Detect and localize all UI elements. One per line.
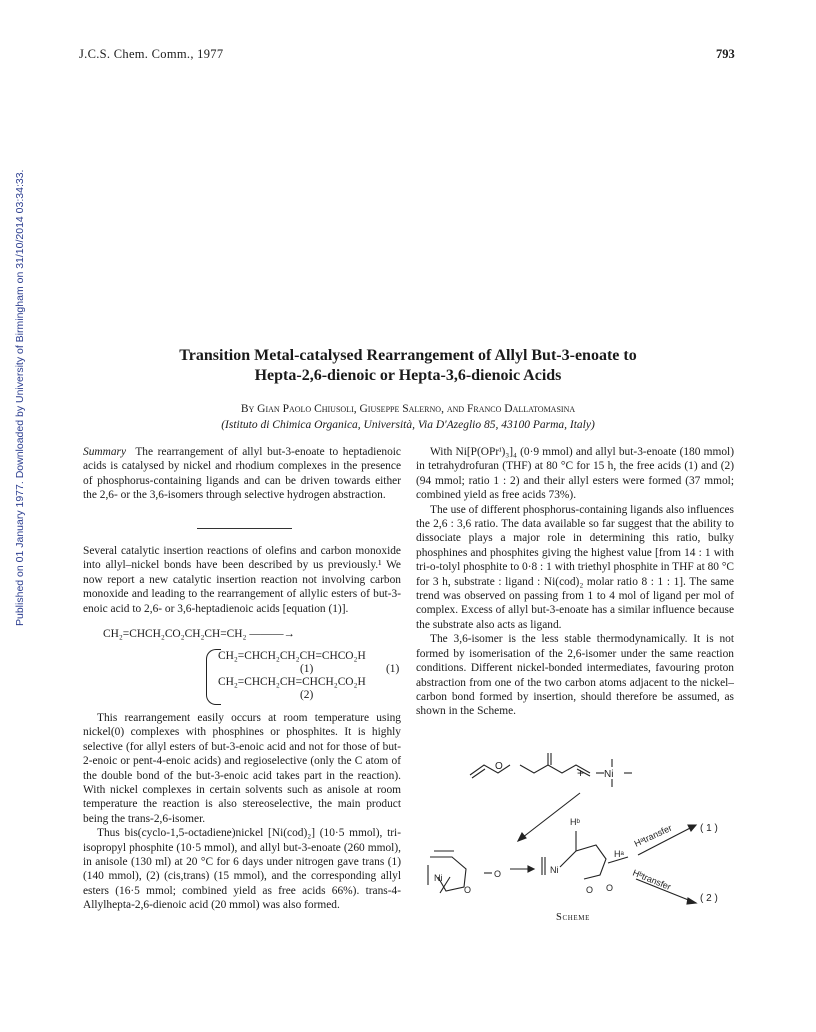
body-paragraph: With Ni[P(OPrⁱ)₃]₄ (0·9 mmol) and allyl but-3-enoate (180 mmol) in tetrahydrofuran (THF) at 80 °C for 15 h, the free acids (1) and (2) (94 mmol; ratio 1 : 2) and their allyl esters were formed (37 mmol; combined yield as free acids 73%). — [416, 446, 734, 502]
body-paragraph: The 3,6-isomer is the less stable thermodynamically. It is not formed by isomerisation of the 2,6-isomer under the same reaction conditions. Different nickel-bonded intermediates, favouring proton abstraction from one of the two carbon atoms adjacent to the nickel–carbon bond formed by insertion, should therefore be assumed, as shown in the Scheme. — [416, 633, 734, 718]
ring-oxygen-left: O — [464, 885, 472, 895]
nickel-left: Ni — [434, 873, 443, 883]
equation-number: (1) — [386, 663, 400, 675]
article-title — [100, 346, 716, 386]
ring-oxygen-right: O — [586, 885, 594, 895]
hb-transfer-label: Hᵇtransfer — [631, 867, 673, 892]
body-paragraph: This rearrangement easily occurs at room temperature using nickel(0) complexes with phosphines or phosphites. It is highly selective (for allyl esters of but-3-enoic acid and not for those of but-2-enoic or pent-4-enoic acids) and regioselective (only the C atom of the double bond of the but-3-enoic acid takes part in the reaction). With nickel complexes in certain solvents such as anisole at room temperature the reaction is also stereoselective, the main product being the trans-2,6-isomer. — [83, 712, 401, 825]
body-left-column — [83, 711, 401, 913]
hydrogen-a-label: Hᵃ — [614, 849, 624, 859]
body-right-column — [416, 445, 734, 719]
ha-transfer-label: Hᵃtransfer — [632, 822, 674, 849]
section-divider — [197, 528, 292, 529]
product-1-label: ( 1 ) — [700, 823, 718, 834]
journal-header: J.C.S. Chem. Comm., 1977 — [79, 47, 224, 61]
plus-sign: + — [577, 766, 585, 780]
affiliation: (Istituto di Chimica Organica, Università, Via D'Azeglio 85, 43100 Parma, Italy) — [221, 419, 595, 431]
equation-product-1: CH₂=CHCH₂CH₂CH=CHCO₂H — [218, 650, 366, 662]
title-line-2: Hepta-2,6-dienoic or Hepta-3,6-dienoic Acids — [254, 367, 562, 384]
body-paragraph: Thus bis(cyclo-1,5-octadiene)nickel [Ni(cod)₂] (10·5 mmol), tri-isopropyl phosphite (10·5 mmol), and allyl but-3-enoate (260 mmol), in anisole (130 ml) at 20 °C for 6 days under nitrogen gave trans (1) (140 mmol), (2) (cis,trans) (15 mmol), and the corresponding allyl esters (16·5 mmol; combined yield as free acids 66%). trans-4-Allylhepta-2,6-dienoic acid (20 mmol) was also formed. — [83, 827, 401, 912]
author-list: By Gian Paolo Chiusoli, Giuseppe Salerno, and Franco Dallatomasina — [240, 403, 576, 415]
equation-label-2: (2) — [300, 689, 314, 701]
nickel-reagent: Ni — [604, 769, 614, 780]
equation-product-2: CH₂=CHCH₂CH=CHCH₂CO₂H — [218, 676, 366, 688]
product-2-label: ( 2 ) — [700, 893, 718, 904]
summary-text: The rearrangement of allyl but-3-enoate to heptadienoic acids is catalysed by nickel and rhodium complexes in the presence of phosphorus-containing ligands and can be driven towards either the 2,6- or the 3,6-isomers through selective hydrogen abstraction. — [83, 446, 401, 502]
author-block — [100, 401, 716, 433]
download-notice — [2, 169, 26, 626]
scheme-caption: Scheme — [556, 912, 590, 923]
intro-text: Several catalytic insertion reactions of olefins and carbon monoxide into allyl–nickel bonds have been described by us previously.¹ We now report a new catalytic insertion reaction not involving carbon monoxide and leading to the rearrangement of allylic esters of but-3-enoic acid to 2,6- or 3,6-heptadienoic acids [equation (1)]. — [83, 545, 401, 615]
page-number: 793 — [716, 47, 735, 61]
substrate-bonds — [470, 765, 510, 775]
download-notice-text: Published on 01 January 1977. Downloaded by University of Birmingham on 31/10/2014 03:34:33. — [14, 169, 26, 626]
ester-oxygen: O — [495, 761, 503, 772]
reaction-scheme — [410, 745, 740, 910]
summary-block — [83, 445, 401, 503]
intro-paragraph — [83, 544, 401, 616]
body-paragraph: The use of different phosphorus-containing ligands also influences the 2,6 : 3,6 ratio. The data available so far suggest that the ability to dissociate plays a major role in determining this ratio, bulky phosphines and phosphites giving the highest value [from 14 : 1 with tri-o-tolyl phosphite to 0·8 : 1 with triethyl phosphite in THF at 80 °C for 3 h, substrate : ligand : Ni(cod)₂ molar ratio 8 : 1 : 1]. The same trend was observed on passing from 1 to 4 mol of ligand per mol of complex. Excess of allyl but-3-enoate has a similar influence because the substrate also acts as ligand. — [416, 503, 734, 631]
carbonyl-oxygen-left: O — [494, 869, 502, 879]
equation-label-1: (1) — [300, 663, 314, 675]
summary-label: Summary — [83, 446, 127, 458]
equation-reactant: CH₂=CHCH₂CO₂CH₂CH=CH₂ ———→ — [103, 628, 295, 640]
title-line-1: Transition Metal-catalysed Rearrangement of Allyl But-3-enoate to — [179, 347, 637, 364]
nickel-right: Ni — [550, 865, 559, 875]
hydrogen-b-label: Hᵇ — [570, 817, 580, 827]
carbonyl-oxygen-right: O — [606, 883, 614, 893]
